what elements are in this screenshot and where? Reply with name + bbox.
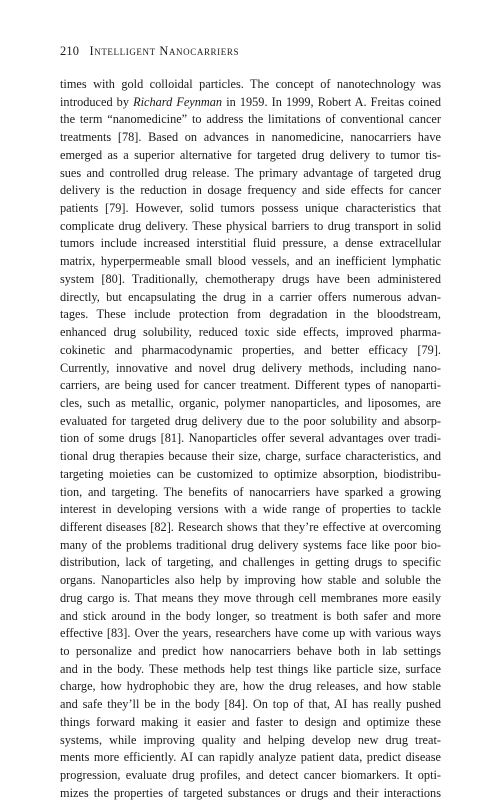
text-line: Currently, innovative and novel drug delivery methods, including nano- — [60, 360, 441, 375]
text-line: organs. Nanoparticles also help by improving how stable and soluble the — [60, 573, 441, 588]
text-line: tional drug therapies because their size, charge, surface characteristics, and — [60, 449, 441, 464]
text-line: distribution, lack of targeting, and challenges in getting drugs to specific — [60, 555, 441, 570]
running-head-title: Intelligent Nanocarriers — [89, 44, 240, 58]
text-line: patients [79]. However, solid tumors possess unique characteristics that — [60, 201, 441, 216]
text-line: mizes the properties of targeted substances or drugs and their interactions — [60, 785, 441, 800]
text-line: effective [83]. Over the years, researchers have come up with various ways — [60, 626, 441, 641]
text-line: to personalize and predict how nanocarriers behave both in lab settings — [60, 644, 441, 658]
text-line: charge, how hydrophobic they are, how the drug releases, and how stable — [60, 679, 441, 694]
text-line: different diseases [82]. Research shows that they’re effective at overcoming — [60, 519, 441, 534]
text-line: complicate drug delivery. These physical barriers to drug transport in solid — [60, 218, 441, 233]
text-line: drug cargo is. That means they move through cell membranes more easily — [60, 590, 441, 605]
text-line: cles, such as metallic, organic, polymer nanoparticles, and liposomes, are — [60, 395, 441, 410]
text-line: and stick around in the body longer, so treatment is both safer and more — [60, 608, 441, 623]
text-line: and in the body. These methods help test things like particle size, surface — [60, 661, 441, 676]
running-head — [60, 43, 239, 59]
text-line: times with gold colloidal particles. The concept of nanotechnology was — [60, 77, 441, 91]
text-line: many of the problems traditional drug delivery systems face like poor bio- — [60, 537, 441, 552]
page-number: 210 — [60, 44, 80, 58]
text-line: ments more efficiently. AI can rapidly analyze patient data, predict disease — [60, 750, 441, 765]
text-line: progression, evaluate drug profiles, and detect cancer biomarkers. It opti- — [60, 768, 441, 783]
text-line: the term “nanomedicine” to address the limitations of conventional cancer — [60, 112, 441, 127]
text-line: things forward making it easier and faster to design and optimize these — [60, 714, 441, 729]
text-line: enhanced drug solubility, reduced toxic side effects, improved pharma- — [60, 325, 441, 340]
text-line: emerged as a superior alternative for targeted drug delivery to tumor tis- — [60, 147, 441, 162]
text-line — [60, 94, 441, 112]
text-line: tumors include increased interstitial fluid pressure, a dense extracellular — [60, 236, 441, 251]
text-line: system [80]. Traditionally, chemotherapy drugs have been administered — [60, 271, 441, 286]
text-line: treatments [78]. Based on advances in nanomedicine, nanocarriers have — [60, 130, 441, 145]
text-line: and safe they’ll be in the body [84]. On top of that, AI has really pushed — [60, 697, 441, 712]
text-line: cokinetic and pharmacodynamic properties, and better efficacy [79]. — [60, 342, 441, 357]
text-fragment: coined — [408, 94, 441, 109]
text-line: tion of some drugs [81]. Nanoparticles offer several advantages over tradi- — [60, 431, 441, 446]
body-paragraph — [60, 76, 441, 802]
text-line: interest in developing versions with a wide range of properties to tackle — [60, 502, 441, 517]
text-line: matrix, hyperpermeable small blood vessels, and an inefficient lymphatic — [60, 254, 441, 269]
text-line: systems, while improving quality and helping develop new drug treat- — [60, 732, 441, 747]
author-name-italic: Richard Feynman — [133, 94, 223, 109]
text-line: tages. These include protection from degradation in the bloodstream, — [60, 307, 441, 322]
text-line: sues and controlled drug release. The primary advantage of targeted drug — [60, 165, 441, 180]
text-line: evaluated for targeted drug delivery due to the poor solubility and absorp- — [60, 413, 441, 428]
text-line: directly, but encapsulating the drug in a carrier offers numerous advan- — [60, 289, 441, 304]
text-line: carriers, are being used for cancer treatment. Different types of nanoparti- — [60, 378, 441, 393]
text-fragment: in 1959. In 1999, Robert A. Freitas — [222, 94, 409, 109]
text-line: tion, and targeting. The benefits of nanocarriers have sparked a growing — [60, 484, 441, 499]
text-line: delivery is the reduction in dosage frequency and side effects for cancer — [60, 183, 441, 198]
text-line: targeting moieties can be customized to optimize absorption, biodistribu- — [60, 466, 441, 481]
text-fragment: introduced by — [60, 94, 134, 109]
